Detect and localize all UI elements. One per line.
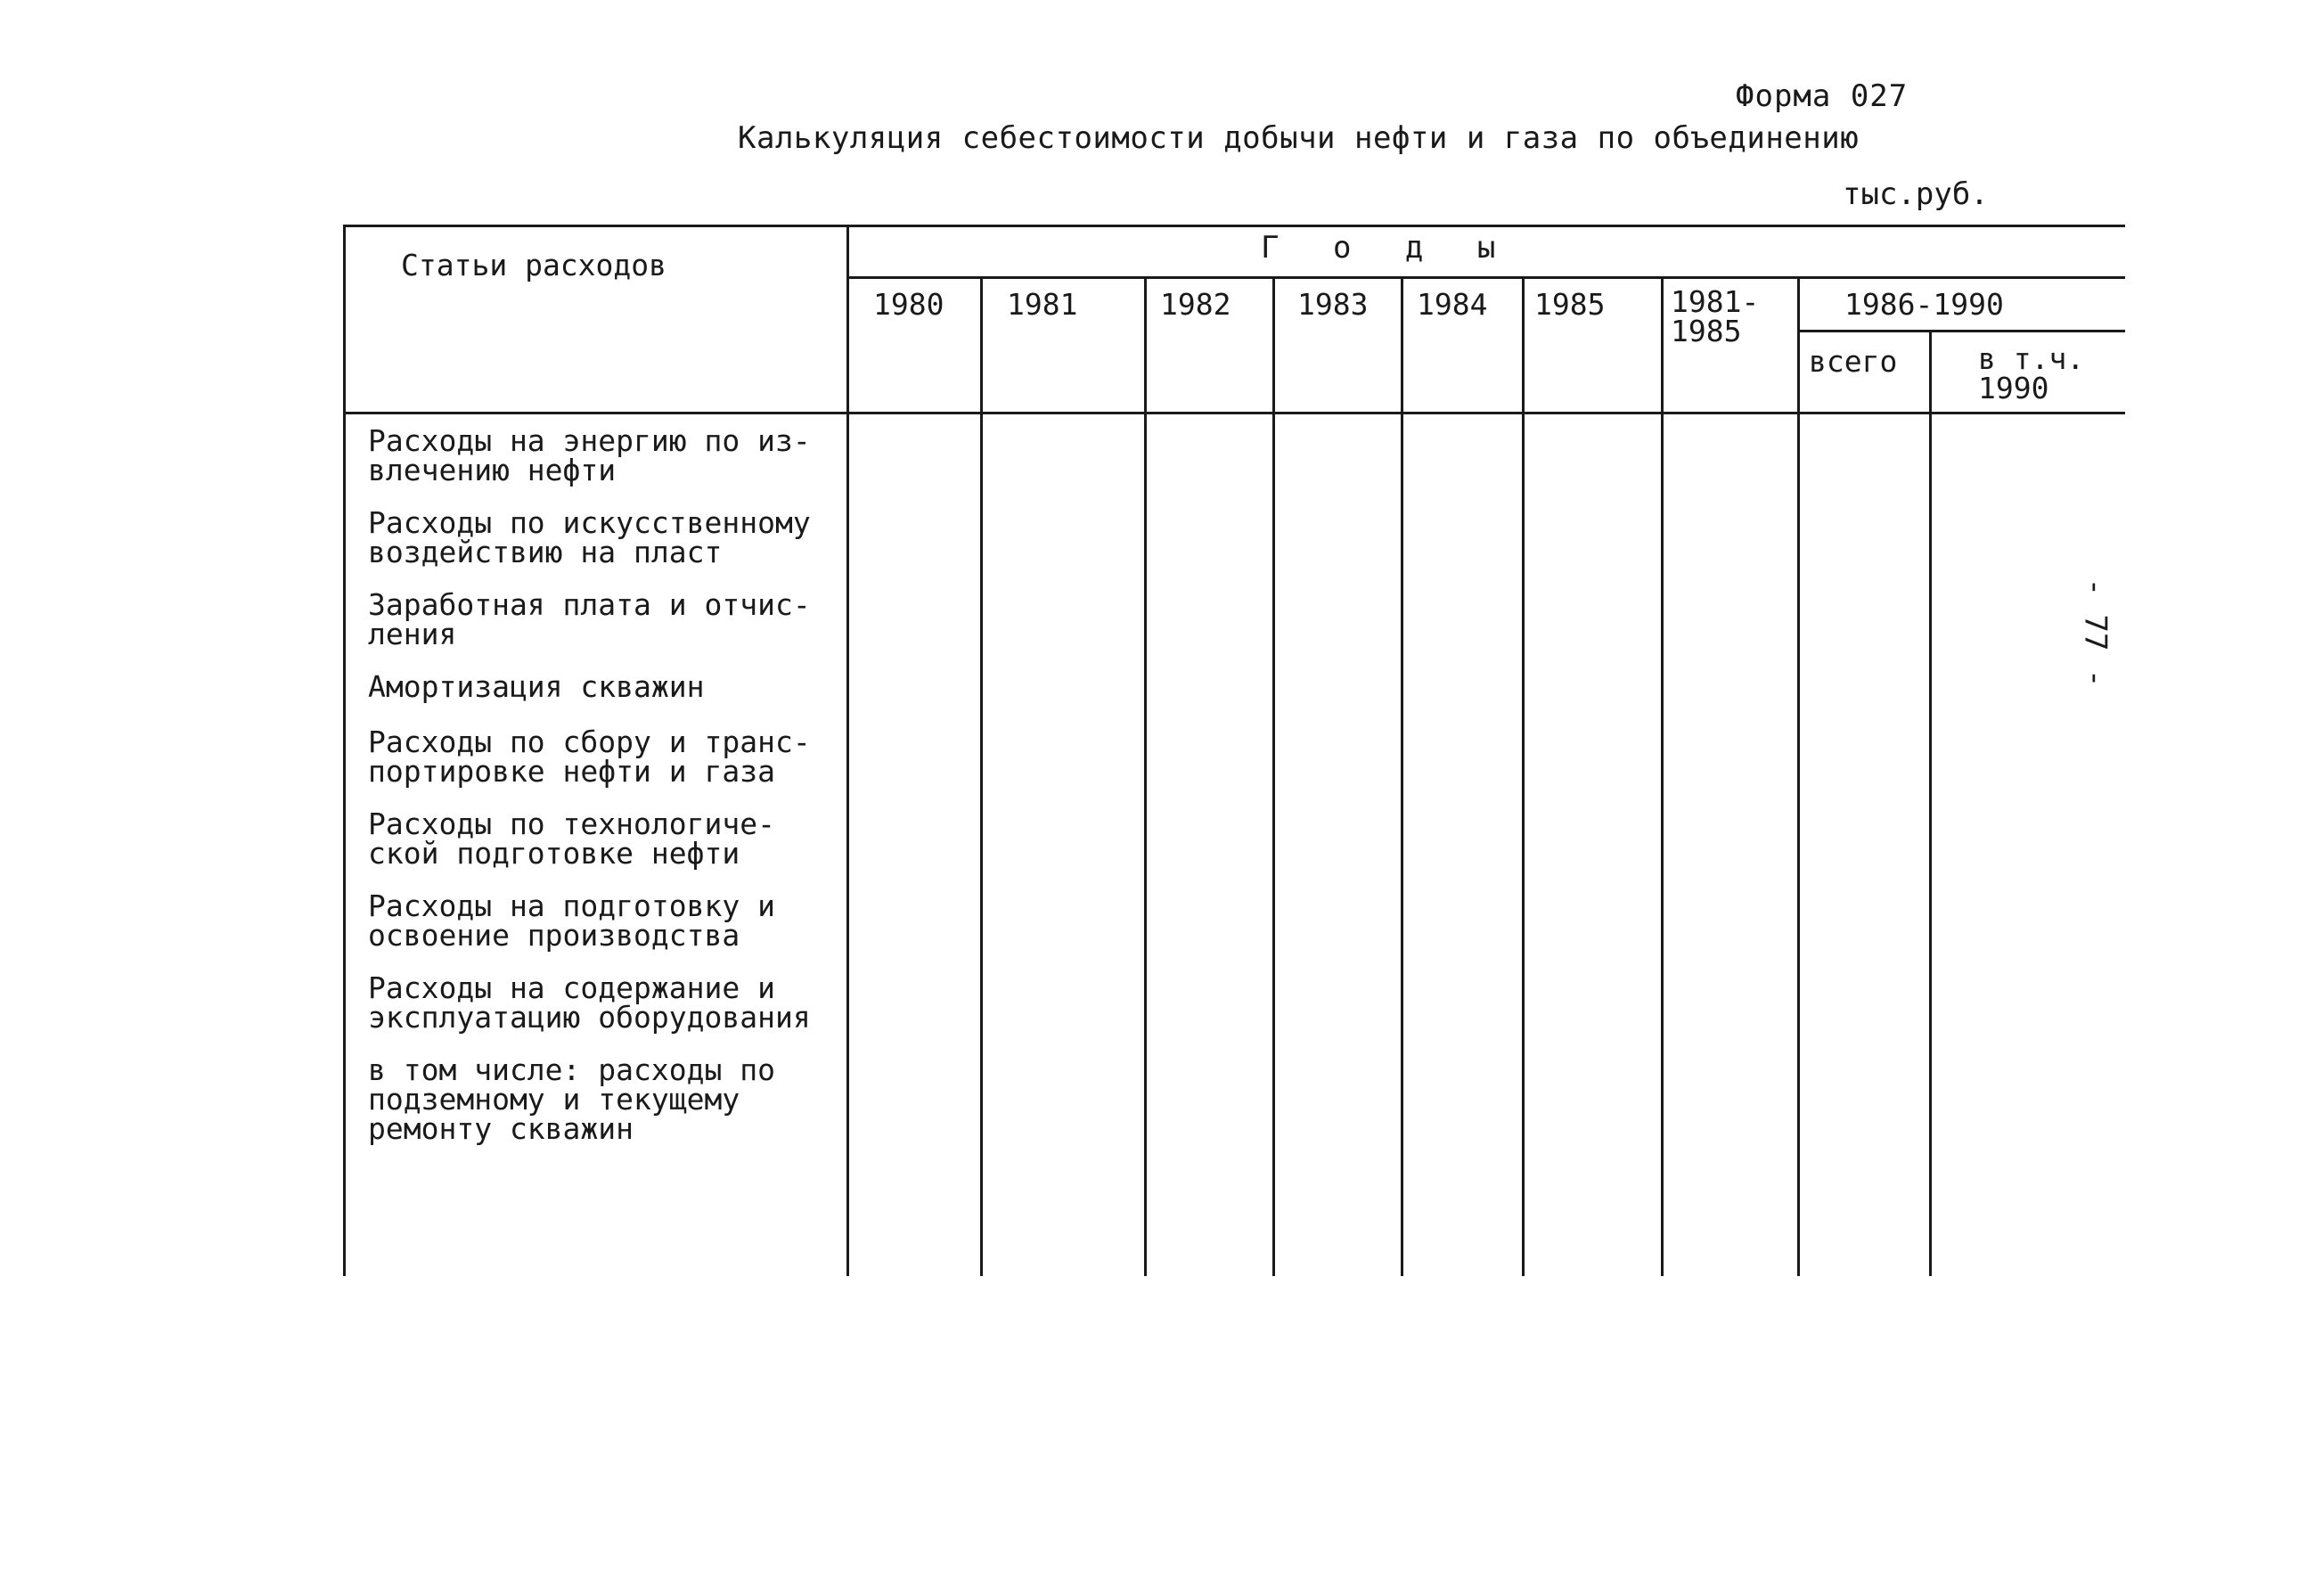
row-wages: Заработная плата и отчис- ления — [368, 587, 811, 651]
col-line-1981-1985 — [1797, 276, 1800, 1276]
col-line-1980 — [980, 276, 983, 1276]
year-1981: 1981 — [1007, 287, 1078, 322]
page-number: - 77 - — [2077, 577, 2114, 688]
header-bottom-border — [343, 412, 2125, 414]
years-caption: Г о д ы — [1261, 230, 1496, 266]
period-1981-1985: 1981- 1985 — [1671, 284, 1760, 348]
period-divider — [1800, 330, 2125, 332]
col-line-total — [1929, 330, 1932, 1276]
years-caption-divider — [846, 276, 2125, 279]
period-1986-1990-incl-1990: в т.ч. 1990 — [1978, 341, 2085, 405]
period-1986-1990-total: всего — [1809, 344, 1898, 379]
units-label: тыс.руб. — [1843, 176, 1989, 212]
year-1985: 1985 — [1534, 287, 1606, 322]
row-reservoir-stimulation: Расходы по искусственному воздействию на пласт — [368, 505, 811, 569]
year-1980: 1980 — [873, 287, 944, 322]
row-production-preparation: Расходы на подготовку и освоение производства — [368, 888, 775, 953]
year-1982: 1982 — [1160, 287, 1231, 322]
year-1983: 1983 — [1297, 287, 1369, 322]
row-energy-extraction: Расходы на энергию по из- влечению нефти — [368, 423, 811, 487]
year-1984: 1984 — [1417, 287, 1488, 322]
table-left-border — [343, 225, 346, 1276]
col-line-1982 — [1272, 276, 1275, 1276]
col-line-1984 — [1522, 276, 1525, 1276]
row-oil-treatment: Расходы по технологиче- ской подготовке нефти — [368, 806, 775, 871]
document-title: Калькуляция себестоимости добычи нефти и газа по объединению — [738, 120, 1860, 156]
row-well-depreciation: Амортизация скважин — [368, 669, 705, 704]
form-number: Форма 027 — [1736, 78, 1909, 114]
row-equipment-maintenance: Расходы на содержание и эксплуатацию оборудования — [368, 970, 811, 1035]
col-line-1983 — [1401, 276, 1403, 1276]
col-line-1985 — [1661, 276, 1664, 1276]
col-line-labels — [846, 225, 849, 1276]
row-header: Статьи расходов — [401, 248, 667, 282]
row-collection-transport: Расходы по сбору и транс- портировке нефти и газа — [368, 724, 811, 789]
table-top-border — [343, 225, 2125, 227]
period-1986-1990: 1986-1990 — [1844, 287, 2004, 322]
row-well-repair: в том числе: расходы по подземному и текущему ремонту скважин — [368, 1052, 775, 1146]
col-line-1981 — [1144, 276, 1147, 1276]
